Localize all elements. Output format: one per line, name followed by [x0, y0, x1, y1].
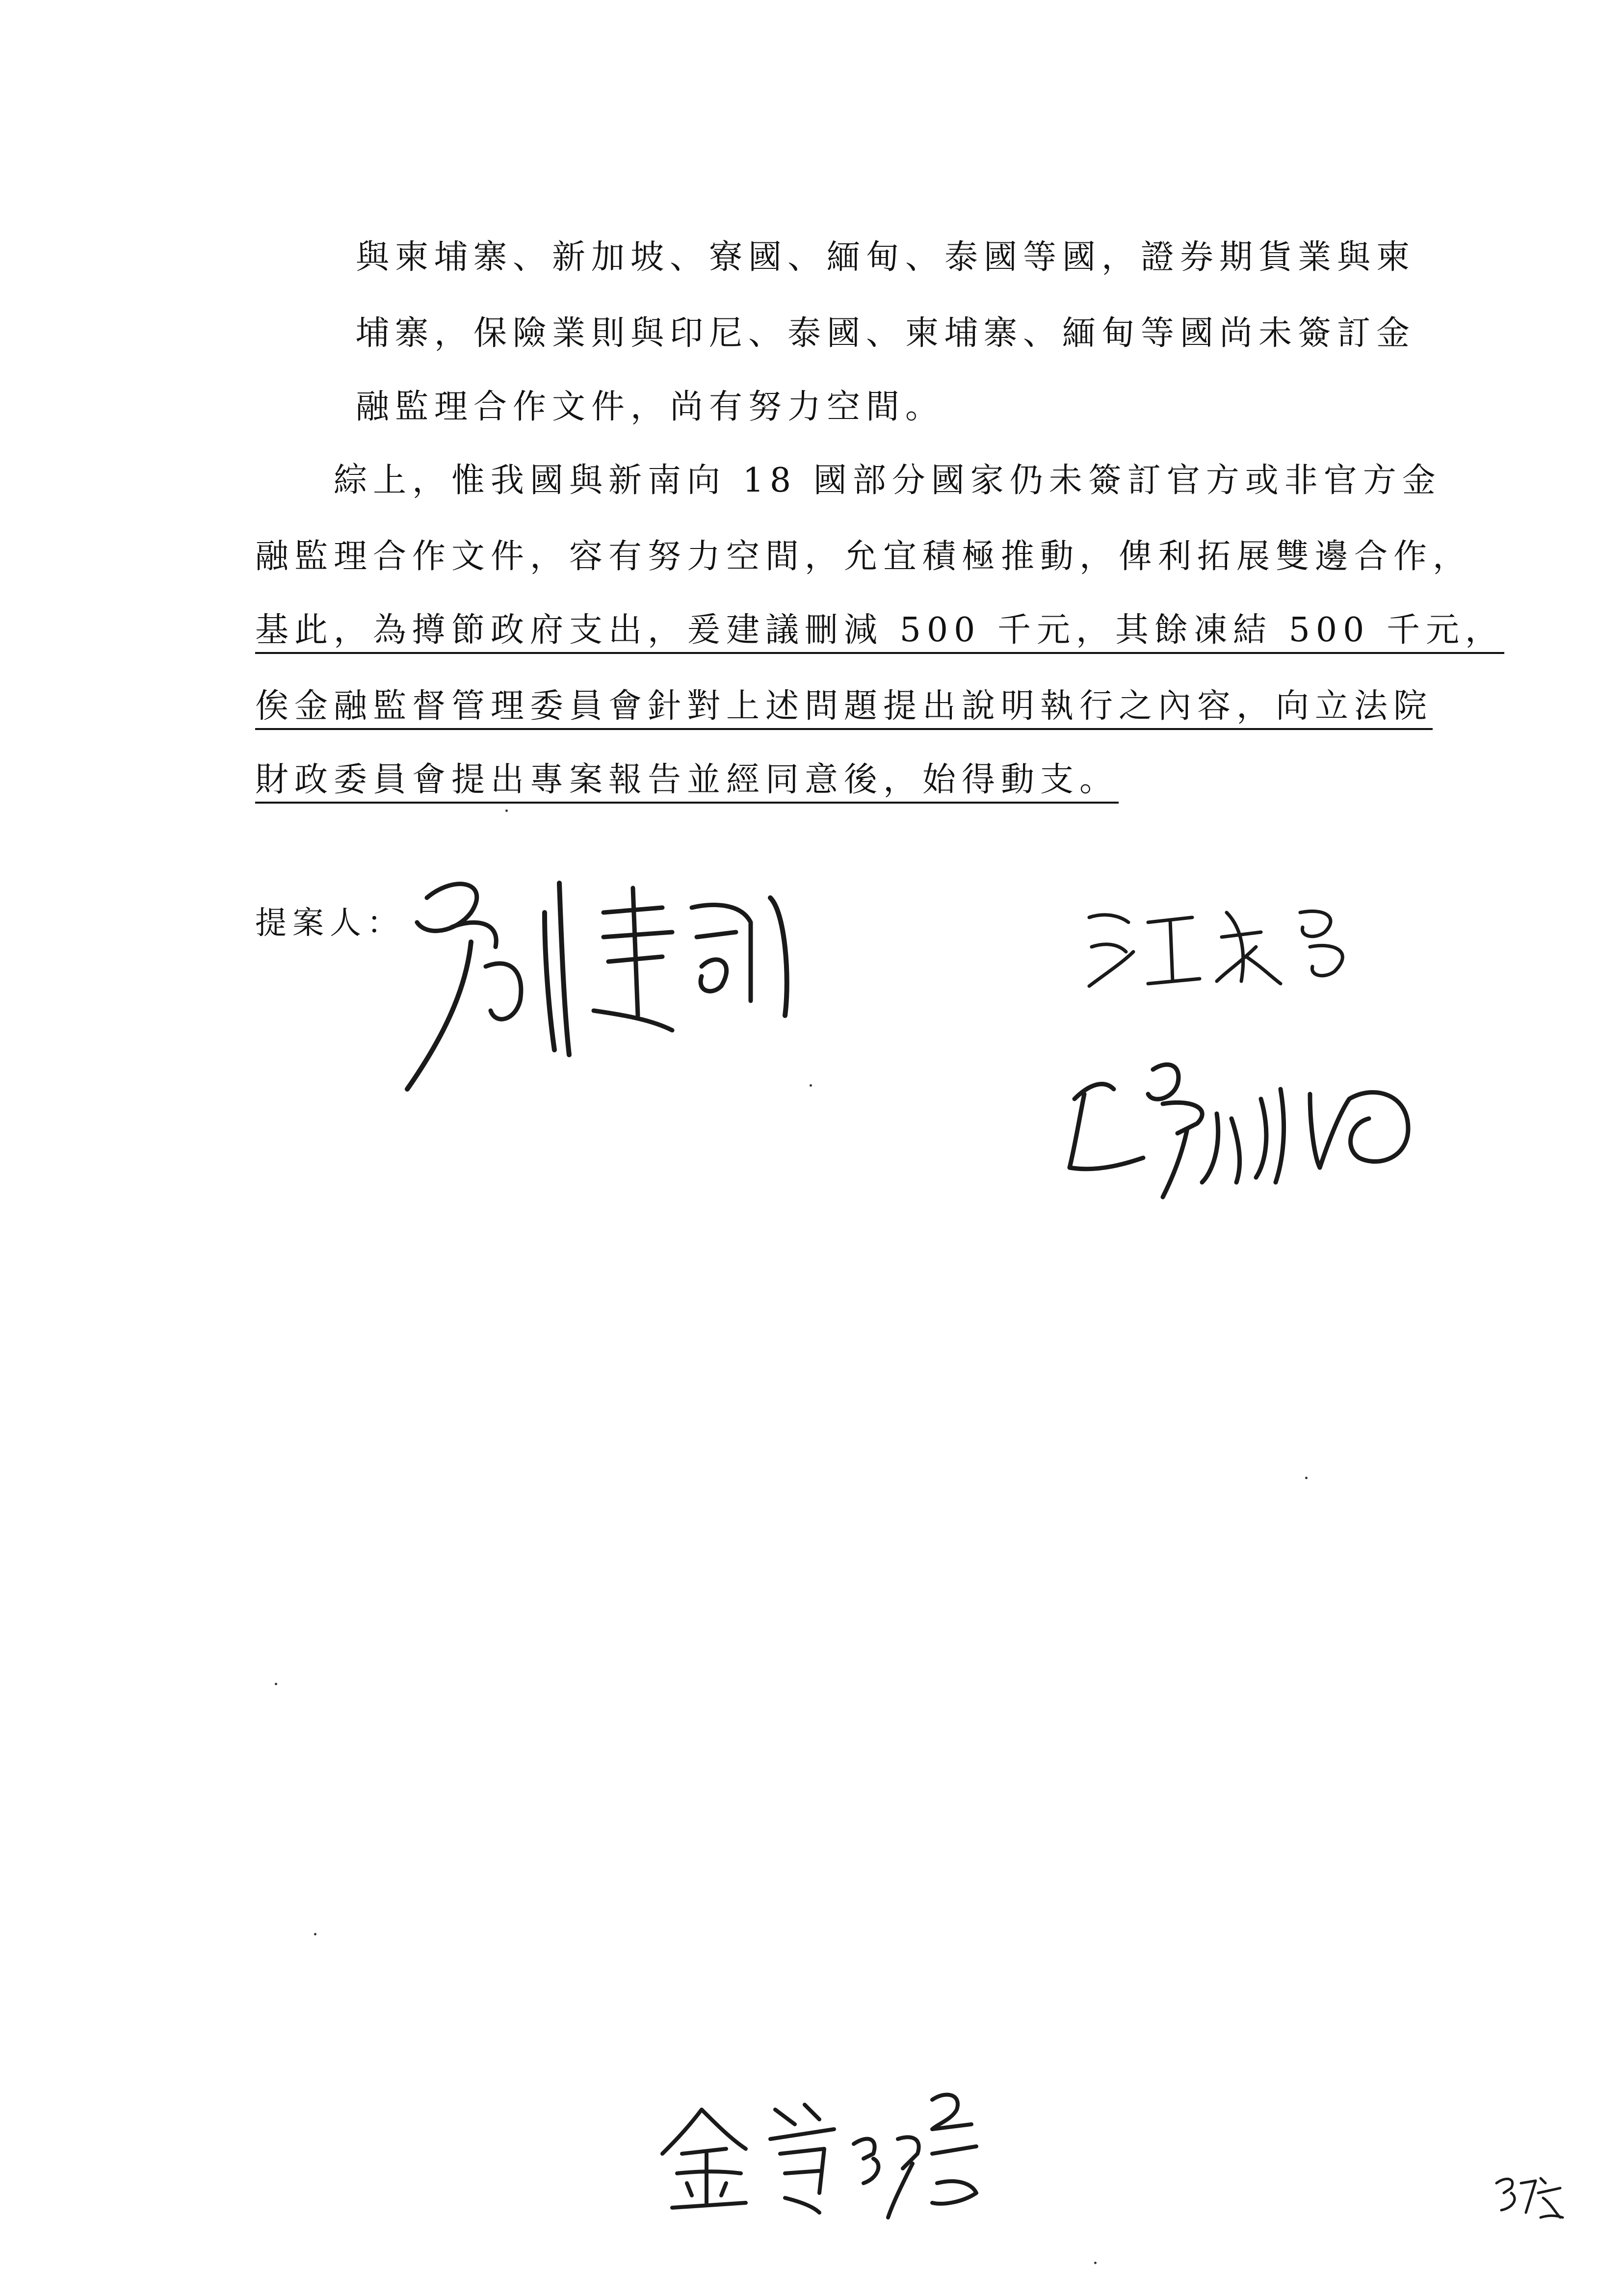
signature-3 — [1055, 1040, 1428, 1217]
signature-4 — [657, 2085, 991, 2222]
body-line-2: 埔寨，保險業則與印尼、泰國、柬埔寨、緬甸等國尚未簽訂金 — [356, 314, 1416, 353]
body-line-5: 融監理合作文件，容有努力空間，允宜積極推動，俾利拓展雙邊合作， — [255, 537, 1472, 576]
body-line-3: 融監理合作文件，尚有努力空間。 — [356, 388, 945, 426]
page-mark — [1492, 2168, 1565, 2227]
body-line-6-underlined: 基此，為撙節政府支出，爰建議刪減 500 千元，其餘凍結 500 千元， — [255, 611, 1505, 650]
scan-speck — [1094, 2262, 1097, 2264]
scan-speck — [505, 809, 508, 812]
proposer-label: 提案人： — [255, 905, 404, 941]
scan-speck — [1305, 1477, 1308, 1479]
scan-speck — [810, 1084, 812, 1087]
body-line-8-underlined: 財政委員會提出專案報告並經同意後，始得動支。 — [255, 760, 1119, 799]
scan-speck — [314, 1933, 316, 1935]
scan-speck — [275, 1683, 277, 1685]
signature-1 — [397, 854, 839, 1128]
body-line-4: 綜上，惟我國與新南向 18 國部分國家仍未簽訂官方或非官方金 — [334, 461, 1441, 500]
body-line-7-underlined: 俟金融監督管理委員會針對上述問題提出說明執行之內容，向立法院 — [255, 687, 1433, 726]
signature-2 — [1079, 898, 1374, 1006]
body-line-1: 與柬埔寨、新加坡、寮國、緬甸、泰國等國，證券期貨業與柬 — [356, 238, 1416, 277]
